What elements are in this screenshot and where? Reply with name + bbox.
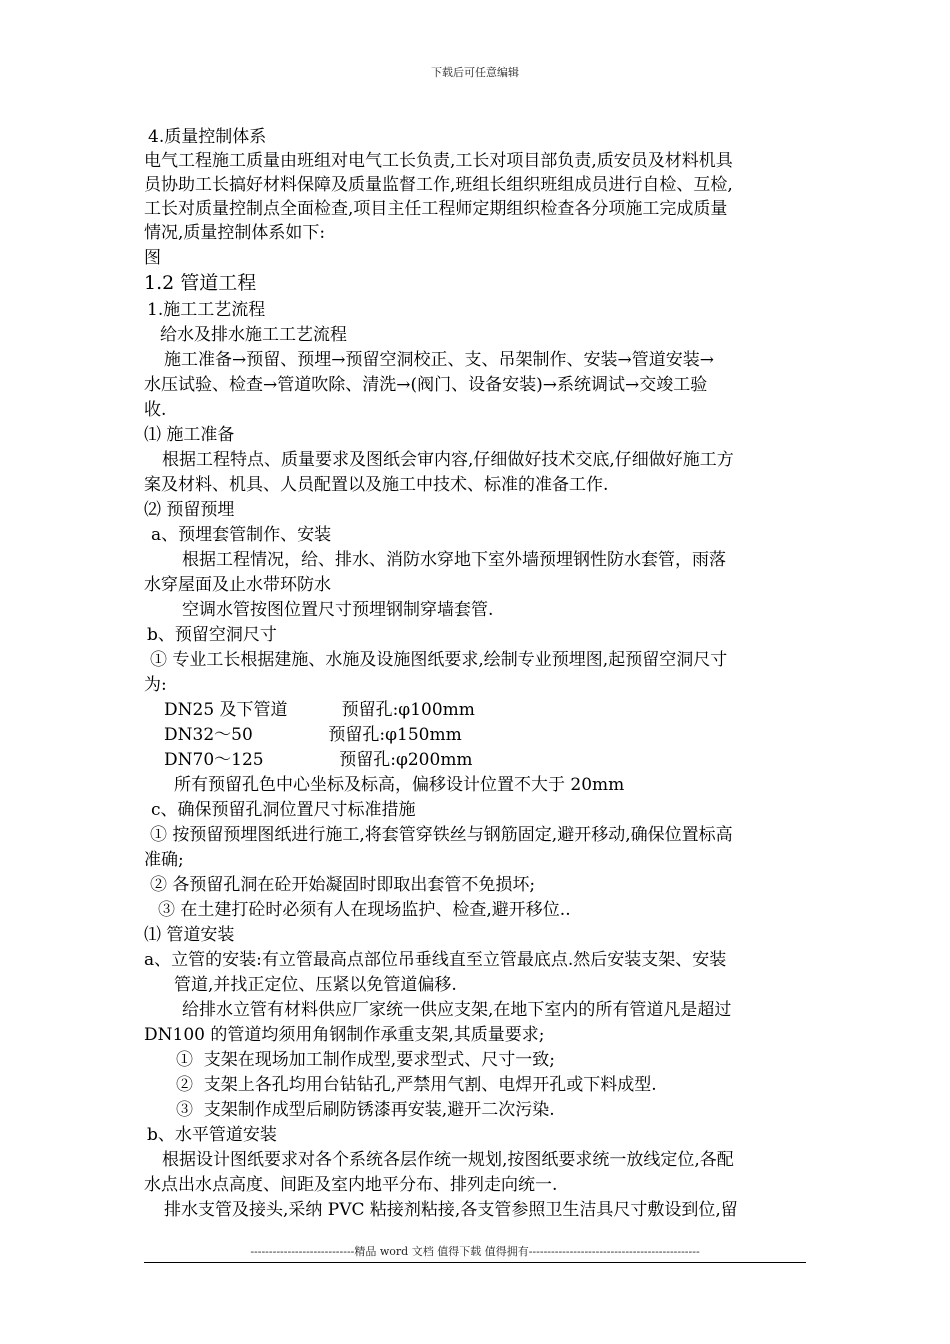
list-item-heading: b、预留空洞尺寸 bbox=[147, 625, 277, 645]
page-footer: ----------------------------精品 word 文档 值得下载 值得拥有---------------------------------------------- bbox=[250, 1245, 700, 1258]
size-table-row: DN32～50 预留孔:φ150mm bbox=[164, 725, 462, 745]
paragraph-line: 施工准备→预留、预埋→预留空洞校正、支、吊架制作、安装→管道安装→ bbox=[164, 350, 714, 370]
requirement-item: ② 支架上各孔均用台钻钻孔,严禁用气割、电焊开孔或下料成型. bbox=[176, 1075, 657, 1095]
paragraph-line: 管道,并找正定位、压紧以免管道偏移. bbox=[174, 975, 457, 995]
paragraph-line: ③ 在土建打砼时必须有人在现场监护、检查,避开移位.. bbox=[158, 900, 571, 920]
section-heading-quality-control: 4.质量控制体系 bbox=[148, 127, 267, 147]
paragraph-line: 所有预留孔色中心坐标及标高，偏移设计位置不大于 20mm bbox=[174, 775, 625, 795]
paragraph-line: ① 按预留预埋图纸进行施工,将套管穿铁丝与钢筋固定,避开移动,确保位置标高 bbox=[150, 825, 733, 845]
paragraph-line: a、立管的安装:有立管最高点部位吊垂线直至立管最底点.然后安装支架、安装 bbox=[144, 950, 727, 970]
footer-divider bbox=[144, 1262, 806, 1263]
figure-placeholder-label: 图 bbox=[144, 248, 161, 268]
requirement-item: ① 支架在现场加工制作成型,要求型式、尺寸一致; bbox=[176, 1050, 555, 1070]
paragraph-line: 根据设计图纸要求对各个系统各层作统一规划,按图纸要求统一放线定位,各配 bbox=[162, 1150, 734, 1170]
paragraph-line: 排水支管及接头,采纳 PVC 粘接剂粘接,各支管参照卫生洁具尺寸敷设到位,留 bbox=[164, 1200, 738, 1220]
paragraph-line: 电气工程施工质量由班组对电气工长负责,工长对项目部负责,质安员及材料机具 bbox=[144, 151, 733, 171]
paragraph-line: 员协助工长搞好材料保障及质量监督工作,班组长组织班组成员进行自检、互检, bbox=[144, 175, 733, 195]
paragraph-line: 空调水管按图位置尺寸预埋钢制穿墙套管. bbox=[182, 600, 494, 620]
paragraph-line: 根据工程情况，给、排水、消防水穿地下室外墙预埋钢性防水套管，雨落 bbox=[182, 550, 726, 570]
paragraph-line: 水点出水点高度、间距及室内地平分布、排列走向统一. bbox=[144, 1175, 558, 1195]
list-heading-reserved-embedding: ⑵ 预留预埋 bbox=[144, 500, 235, 520]
paragraph-line: 为: bbox=[144, 675, 167, 695]
size-table-row: DN25 及下管道 预留孔:φ100mm bbox=[164, 700, 475, 720]
paragraph-line: 准确; bbox=[144, 850, 184, 870]
list-heading-construction-prep: ⑴ 施工准备 bbox=[144, 425, 235, 445]
paragraph-line: 案及材料、机具、人员配置以及施工中技术、标准的准备工作. bbox=[144, 475, 609, 495]
paragraph-line: 情况,质量控制体系如下: bbox=[144, 223, 326, 243]
list-item-heading: b、水平管道安装 bbox=[147, 1125, 277, 1145]
list-item-heading: a、预埋套管制作、安装 bbox=[151, 525, 332, 545]
paragraph-line: 水压试验、检查→管道吹除、清洗→(阀门、设备安装)→系统调试→交竣工验 bbox=[144, 375, 708, 395]
paragraph-line: ② 各预留孔洞在砼开始凝固时即取出套管不免损坏; bbox=[150, 875, 536, 895]
size-table-row: DN70～125 预留孔:φ200mm bbox=[164, 750, 473, 770]
paragraph-line: ① 专业工长根据建施、水施及设施图纸要求,绘制专业预埋图,起预留空洞尺寸 bbox=[150, 650, 728, 670]
section-heading-pipe-engineering: 1.2 管道工程 bbox=[144, 272, 257, 294]
subsection-heading-process-flow: 1.施工工艺流程 bbox=[147, 300, 266, 320]
paragraph-line: 收. bbox=[144, 400, 167, 420]
paragraph-line: DN100 的管道均须用角钢制作承重支架,其质量要求; bbox=[144, 1025, 545, 1045]
list-heading-pipe-installation: ⑴ 管道安装 bbox=[144, 925, 235, 945]
list-item-heading: c、确保预留孔洞位置尺寸标准措施 bbox=[151, 800, 416, 820]
page-header: 下载后可任意编辑 bbox=[431, 66, 519, 79]
paragraph-line: 给水及排水施工工艺流程 bbox=[160, 325, 347, 345]
requirement-item: ③ 支架制作成型后刷防锈漆再安装,避开二次污染. bbox=[176, 1100, 555, 1120]
paragraph-line: 根据工程特点、质量要求及图纸会审内容,仔细做好技术交底,仔细做好施工方 bbox=[162, 450, 734, 470]
paragraph-line: 工长对质量控制点全面检查,项目主任工程师定期组织检查各分项施工完成质量 bbox=[144, 199, 728, 219]
paragraph-line: 给排水立管有材料供应厂家统一供应支架,在地下室内的所有管道凡是超过 bbox=[182, 1000, 732, 1020]
paragraph-line: 水穿屋面及止水带环防水 bbox=[144, 575, 331, 595]
